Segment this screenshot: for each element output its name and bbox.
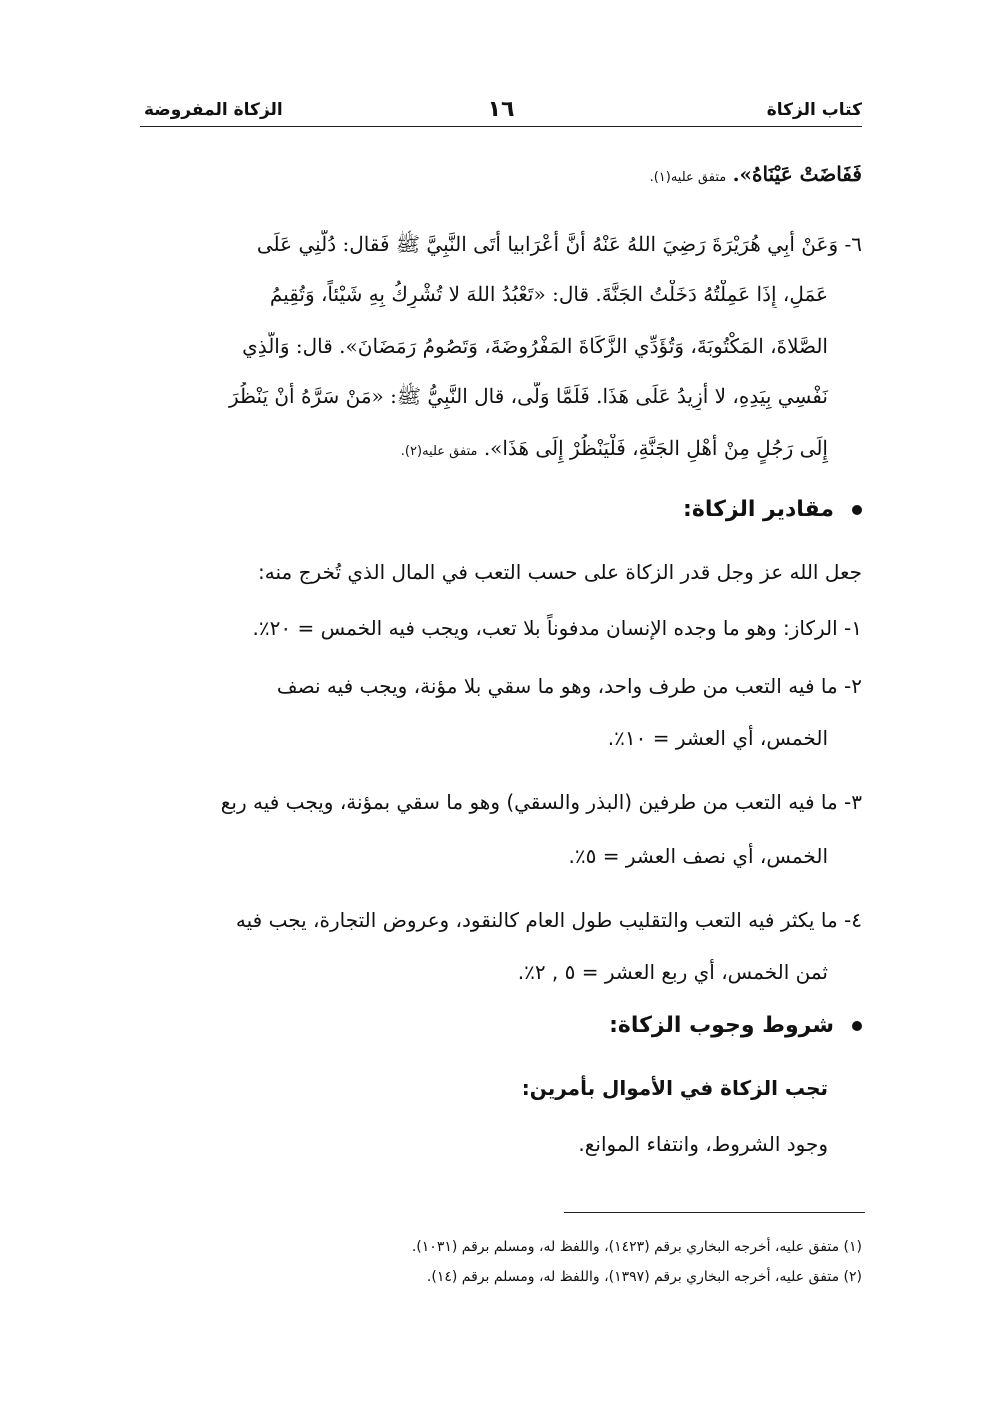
section-subheading: تجب الزكاة في الأموال بأمرين: [521, 1076, 828, 1100]
bullet-icon [852, 1021, 862, 1031]
page-header [140, 98, 862, 127]
section-heading-text: شروط وجوب الزكاة: [609, 1013, 834, 1038]
hadith-6-line-5 [140, 434, 862, 466]
continuation-quote: فَفَاضَتْ عَيْنَاهُ». [732, 162, 862, 186]
hadith-6-quote-end: إِلَى رَجُلٍ مِنْ أَهْلِ الجَنَّةِ، فَلْيَنْظُرْ إِلَى هَذَا». [483, 436, 828, 460]
footnote-divider [564, 1212, 865, 1213]
chapter-title: الزكاة المفروضة [144, 100, 283, 120]
footnote-1: (١) متفق عليه، أخرجه البخاري برقم (١٤٢٣)، واللفظ له، ومسلم برقم (١٠٣١). [411, 1239, 862, 1255]
bullet-icon [852, 505, 862, 515]
hadith-6-line-4: نَفْسِي بِيَدِهِ، لا أَزِيدُ عَلَى هَذَا. فَلَمَّا وَلَّى، قال النَّبِيُّ ﷺ: «مَنْ سَرَّهُ أَنْ يَنْظُرَ [228, 384, 828, 408]
page-number: ١٦ [487, 97, 515, 122]
continuation-line [140, 160, 862, 192]
hadith-6-line-3: الصَّلاةَ، المَكْتُوبَةَ، وَتُؤَدِّي الزَّكَاةَ المَفْرُوضَةَ، وَتَصُومُ رَمَضَانَ». قال: وَالَّذِي [242, 334, 828, 358]
list-item-3-line-1: ٣- ما فيه التعب من طرفين (البذر والسقي) وهو ما سقي بمؤنة، ويجب فيه ربع [220, 790, 862, 814]
section-text: وجود الشروط، وانتفاء الموانع. [578, 1132, 828, 1156]
hadith-6-reference: متفق عليه(٢). [400, 444, 478, 459]
section-heading-zakat-conditions [140, 1012, 862, 1040]
book-title: كتاب الزكاة [766, 100, 862, 120]
list-item-3-line-2: الخمس، أي نصف العشر = ٥٪. [568, 844, 828, 868]
hadith-6-line-2: عَمَلٍ، إِذَا عَمِلْتُهُ دَخَلْتُ الجَنَّةَ. قال: «تَعْبُدُ اللهَ لا تُشْرِكُ بِهِ شَيْئاً، وَتُقِيمُ [269, 282, 828, 306]
list-item-1: ١- الركاز: وهو ما وجده الإنسان مدفوناً بلا تعب، ويجب فيه الخمس = ٢٠٪. [252, 616, 862, 640]
list-item-4-line-1: ٤- ما يكثر فيه التعب والتقليب طول العام كالنقود، وعروض التجارة، يجب فيه [235, 908, 862, 932]
hadith-6-line-1: ٦- وَعَنْ أَبِي هُرَيْرَةَ رَضِيَ اللهُ عَنْهُ أَنَّ أَعْرَابيا أَتَى النَّبِيَّ ﷺ فَقال: دُلَّنِي عَلَى [256, 232, 862, 256]
list-item-2-line-1: ٢- ما فيه التعب من طرف واحد، وهو ما سقي بلا مؤنة، ويجب فيه نصف [276, 674, 862, 698]
footnote-2: (٢) متفق عليه، أخرجه البخاري برقم (١٣٩٧)، واللفظ له، ومسلم برقم (١٤). [426, 1269, 862, 1285]
continuation-reference: متفق عليه(١). [649, 170, 727, 185]
section-intro: جعل الله عز وجل قدر الزكاة على حسب التعب في المال الذي تُخرج منه: [258, 560, 862, 584]
footnotes [140, 1232, 862, 1292]
section-heading-text: مقادير الزكاة: [683, 497, 834, 522]
list-item-2-line-2: الخمس، أي العشر = ١٠٪. [607, 726, 828, 750]
list-item-4-line-2: ثمن الخمس، أي ربع العشر = ٥ , ٢٪. [517, 960, 828, 984]
section-heading-zakat-amounts [140, 496, 862, 524]
